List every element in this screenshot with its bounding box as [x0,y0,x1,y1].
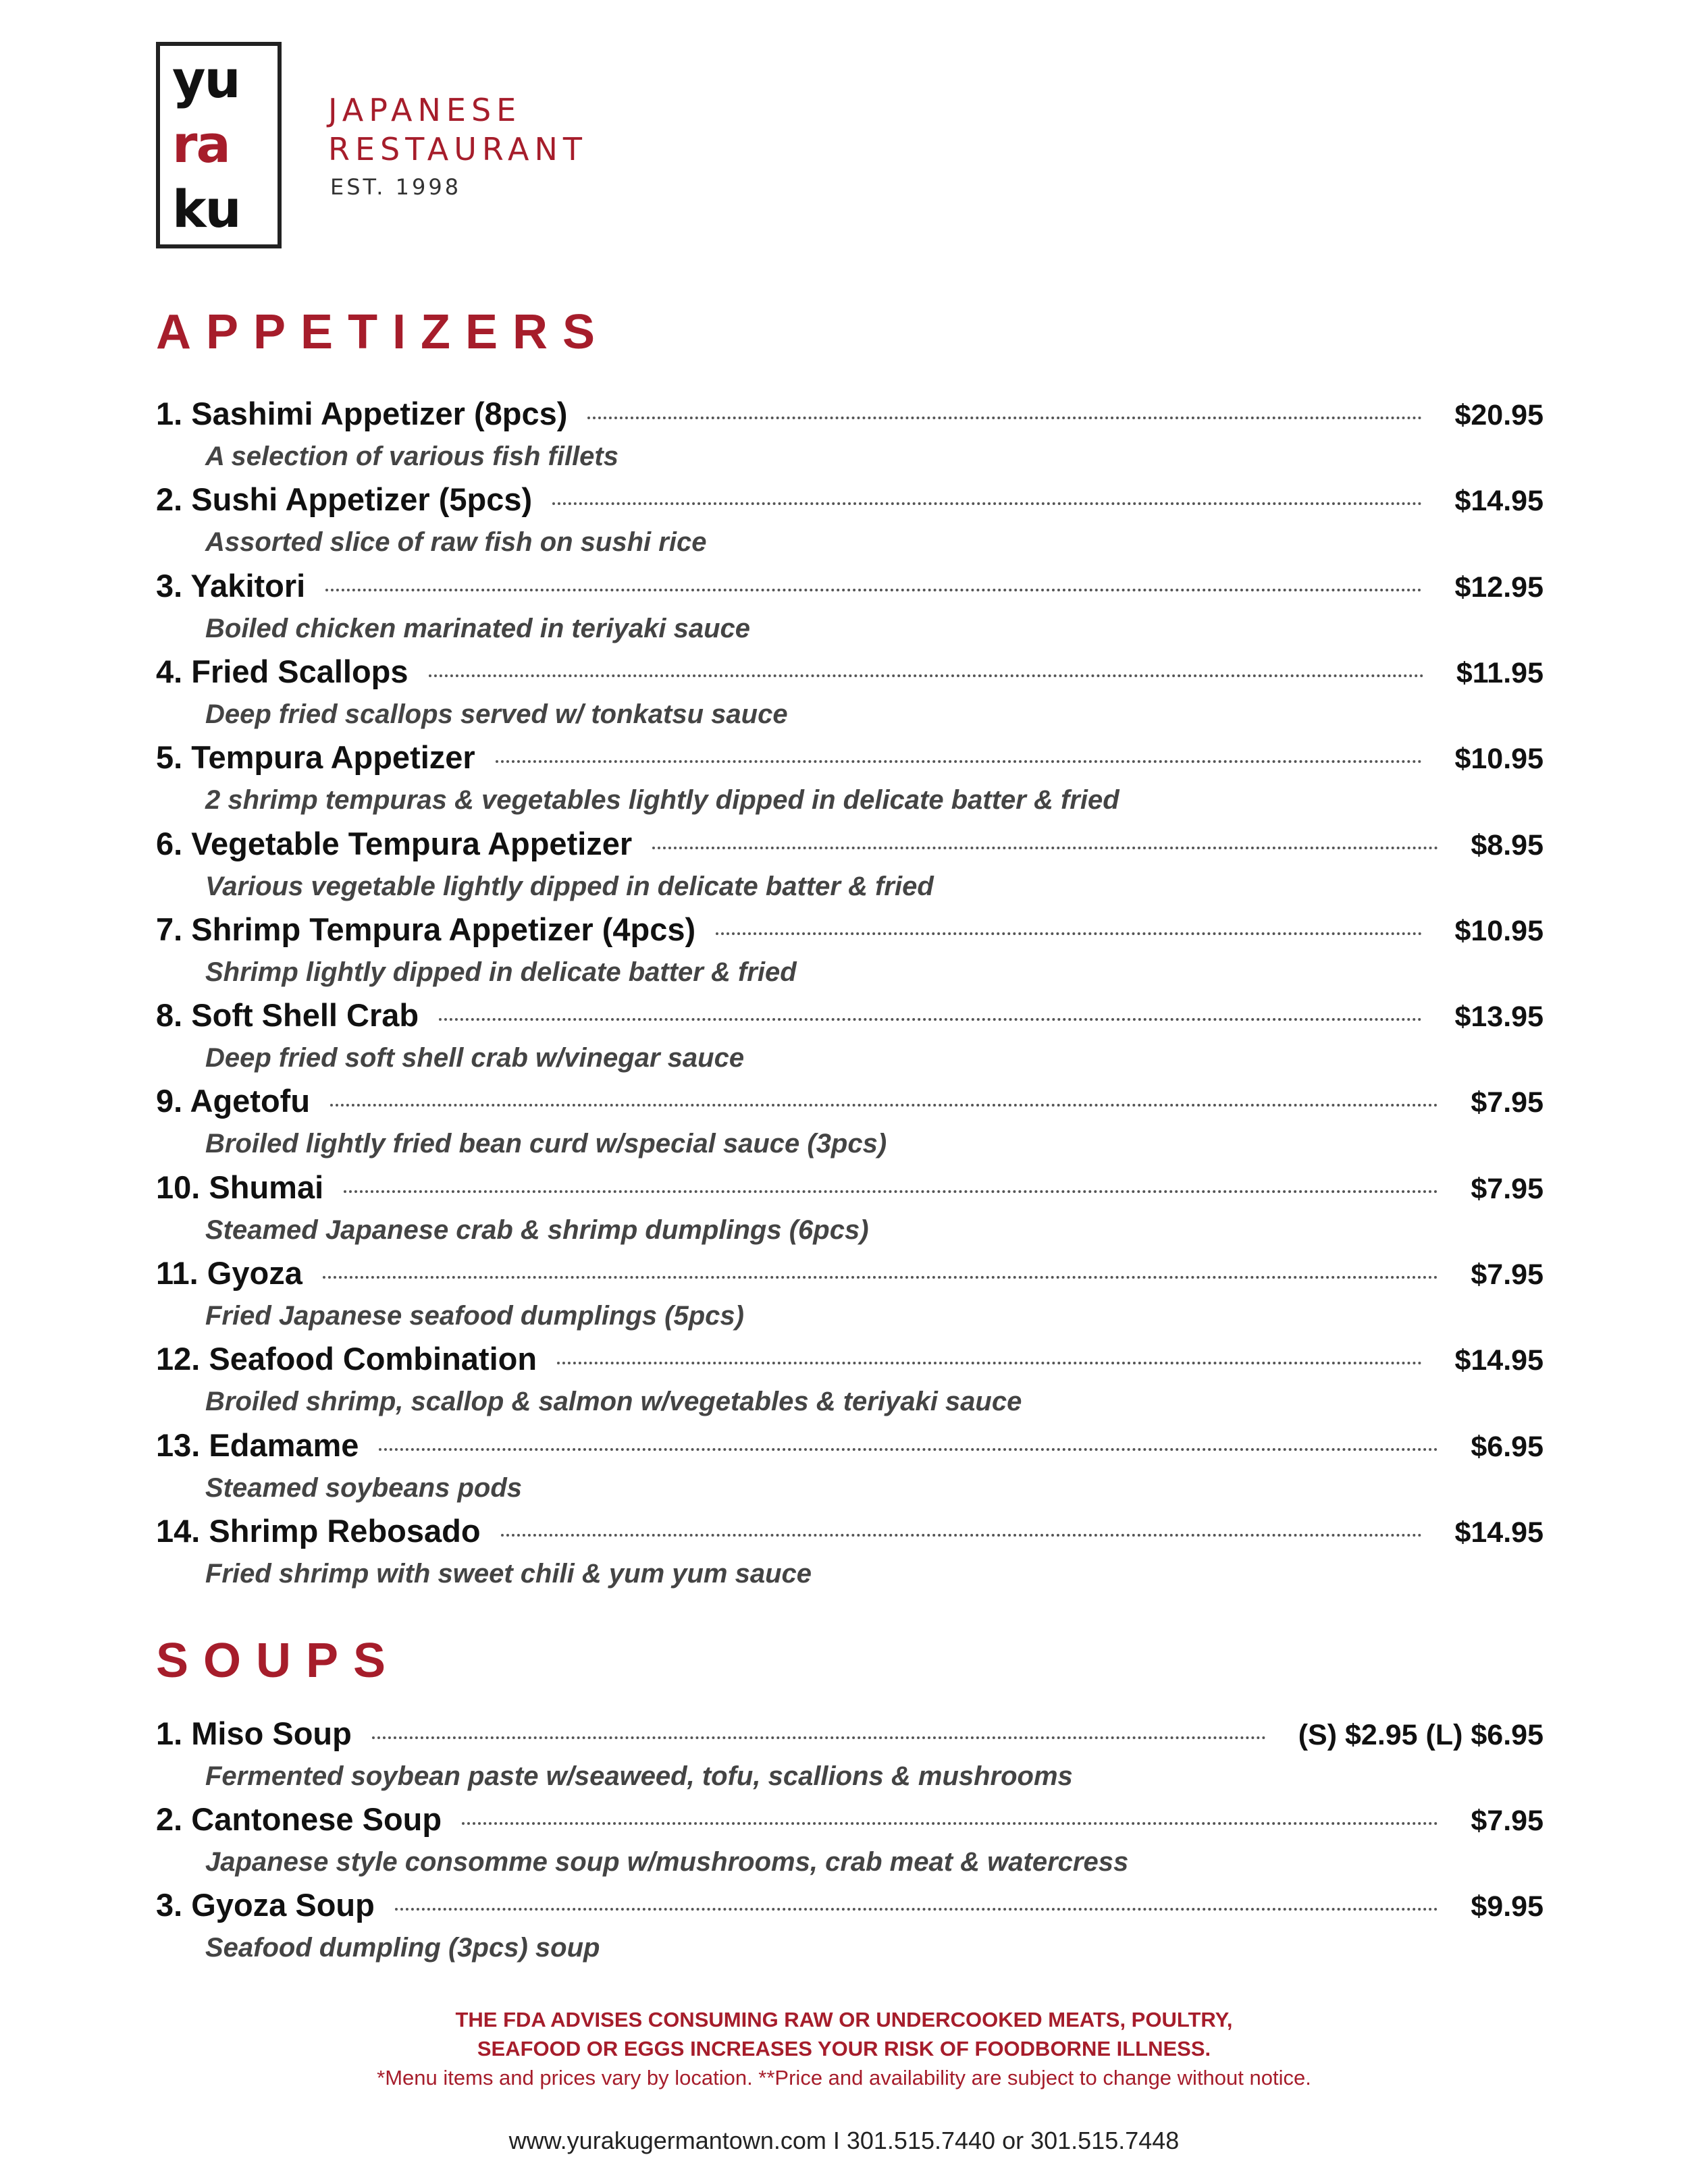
dotted-leader [652,847,1438,849]
menu-item [156,395,1544,476]
dotted-leader [439,1018,1422,1021]
menu-item-price: $7.95 [1471,1805,1544,1837]
menu-item-name: 1. Sashimi Appetizer (8pcs) [156,396,568,431]
menu-item-price: $13.95 [1454,1001,1544,1034]
menu-item [156,567,1544,648]
menu-item [156,996,1544,1077]
dotted-leader [344,1190,1438,1193]
menu-item-row [156,1512,1544,1554]
logo-line-ku: ku [172,179,240,239]
menu-item-description: Various vegetable lightly dipped in delicate batter & fried [205,871,934,901]
menu-item-price: (S) $2.95 (L) $6.95 [1298,1719,1544,1751]
menu-item-row [156,1886,1544,1928]
menu-item-row [156,825,1544,867]
menu-item [156,481,1544,562]
logo-restaurant-name [328,90,587,169]
logo-wordmark-box [156,42,282,248]
menu-item [156,1169,1544,1250]
menu-item [156,825,1544,906]
dotted-leader [496,760,1423,763]
menu-item-description: Fermented soybean paste w/seaweed, tofu, scallions & mushrooms [205,1761,1073,1791]
menu-item-description: Boiled chicken marinated in teriyaki sauce [205,613,750,643]
menu-item-name: 1. Miso Soup [156,1715,352,1751]
menu-item-row [156,1169,1544,1210]
dotted-leader [325,589,1422,591]
menu-item-row [156,1340,1544,1382]
menu-item-price: $11.95 [1456,656,1544,689]
menu-item-description: Shrimp lightly dipped in delicate batter & fried [205,957,797,987]
menu-item-price: $6.95 [1471,1430,1544,1463]
menu-item-row [156,1082,1544,1124]
menu-item-name: 14. Shrimp Rebosado [156,1512,481,1549]
menu-item [156,1801,1544,1882]
dotted-leader [462,1822,1438,1825]
dotted-leader [557,1362,1422,1364]
menu-item-description: Assorted slice of raw fish on sushi rice [205,527,707,558]
menu-item-name: 8. Soft Shell Crab [156,997,419,1034]
logo-established: EST. 1998 [330,174,462,200]
menu-item-row [156,481,1544,523]
menu-item-price: $14.95 [1454,1516,1544,1549]
warning-line-2: SEAFOOD OR EGGS INCREASES YOUR RISK OF FOODBORNE ILLNESS. [477,2037,1211,2060]
menu-item [156,911,1544,992]
menu-item [156,1512,1544,1593]
menu-item [156,1082,1544,1163]
menu-item-description: A selection of various fish fillets [205,442,618,471]
menu-item-name: 2. Cantonese Soup [156,1801,442,1837]
menu-item [156,653,1544,734]
menu-item-description: Steamed Japanese crab & shrimp dumplings (6pcs) [205,1215,869,1245]
dotted-leader [372,1736,1266,1739]
menu-item-row [156,567,1544,609]
menu-item [156,739,1544,820]
menu-item-description: Broiled lightly fried bean curd w/special sauce (3pcs) [205,1129,887,1159]
menu-item-price: $20.95 [1454,399,1544,431]
menu-item-description: Japanese style consomme soup w/mushrooms, crab meat & watercress [205,1847,1129,1877]
contact-info: www.yurakugermantown.com I 301.515.7440 or 301.515.7448 [508,2127,1180,2154]
dotted-leader [379,1448,1438,1451]
menu-item-price: $7.95 [1471,1258,1544,1291]
menu-item-name: 13. Edamame [156,1427,359,1463]
pricing-note: *Menu items and prices vary by location. **Price and availability are subject to change without notice. [377,2066,1311,2089]
warning-line-1: THE FDA ADVISES CONSUMING RAW OR UNDERCOOKED MEATS, POULTRY, [455,2008,1233,2031]
menu-item-description: Fried Japanese seafood dumplings (5pcs) [205,1301,744,1331]
menu-item-row [156,1715,1544,1757]
menu-item-name: 10. Shumai [156,1169,324,1205]
menu-item-name: 4. Fried Scallops [156,653,408,689]
logo-line-yu: yu [172,49,240,109]
soups-heading: SOUPS [156,1634,401,1688]
menu-item-name: 9. Agetofu [156,1083,311,1119]
menu-item-price: $14.95 [1454,1344,1544,1377]
restaurant-logo [156,42,649,257]
menu-item-price: $7.95 [1471,1172,1544,1205]
food-safety-warning [0,2005,1688,2092]
menu-item-name: 3. Yakitori [156,567,306,604]
menu-item-price: $10.95 [1454,914,1544,947]
menu-item [156,1340,1544,1421]
menu-item-description: Fried shrimp with sweet chili & yum yum sauce [205,1558,812,1589]
menu-item-row [156,395,1544,437]
menu-item-row [156,653,1544,695]
dotted-leader [429,674,1424,677]
appetizers-heading: APPETIZERS [156,305,610,359]
menu-item [156,1886,1544,1967]
logo-name-line2: RESTAURANT [328,131,587,167]
menu-item [156,1254,1544,1335]
dotted-leader [501,1534,1423,1537]
menu-item [156,1427,1544,1508]
menu-item-row [156,1254,1544,1296]
dotted-leader [330,1104,1438,1107]
menu-item-row [156,739,1544,780]
menu-item-row [156,996,1544,1038]
menu-item-name: 5. Tempura Appetizer [156,739,475,776]
menu-item-name: 7. Shrimp Tempura Appetizer (4pcs) [156,911,696,947]
dotted-leader [395,1908,1439,1911]
menu-item-description: Steamed soybeans pods [205,1472,523,1503]
menu-item-description: Deep fried soft shell crab w/vinegar sauce [205,1043,745,1073]
menu-item-description: Broiled shrimp, scallop & salmon w/vegetables & teriyaki sauce [205,1387,1022,1417]
menu-item-price: $12.95 [1454,570,1544,604]
menu-item-price: $10.95 [1454,743,1544,776]
menu-item-row [156,1427,1544,1468]
logo-line-ra: ra [172,114,230,174]
menu-item-row [156,1801,1544,1842]
menu-item-price: $9.95 [1471,1890,1544,1923]
menu-item-name: 11. Gyoza [156,1255,302,1291]
menu-item-description: Deep fried scallops served w/ tonkatsu sauce [205,699,788,729]
dotted-leader [587,417,1422,419]
menu-item-price: $14.95 [1454,485,1544,518]
menu-item-name: 2. Sushi Appetizer (5pcs) [156,481,533,518]
logo-name-line1: JAPANESE [328,92,522,128]
menu-item-description: 2 shrimp tempuras & vegetables lightly dipped in delicate batter & fried [205,785,1119,816]
menu-item-price: $7.95 [1471,1086,1544,1119]
dotted-leader [716,932,1422,935]
menu-item [156,1715,1544,1796]
dotted-leader [552,502,1422,505]
menu-item-price: $8.95 [1471,828,1544,861]
menu-item-name: 3. Gyoza Soup [156,1887,375,1923]
menu-item-name: 12. Seafood Combination [156,1341,537,1377]
menu-item-name: 6. Vegetable Tempura Appetizer [156,825,633,861]
menu-item-description: Seafood dumpling (3pcs) soup [205,1933,600,1963]
dotted-leader [323,1276,1439,1279]
menu-item-row [156,911,1544,953]
